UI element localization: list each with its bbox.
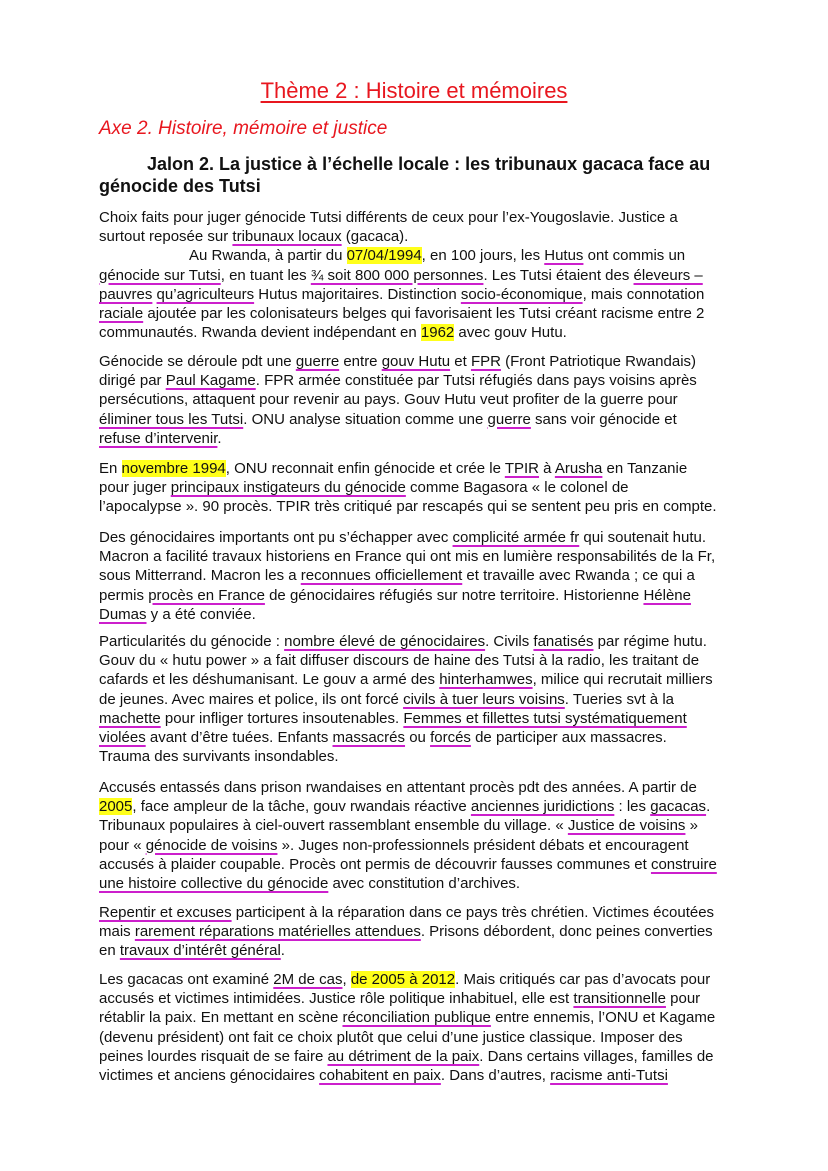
text-span: mais (99, 923, 135, 941)
text-span: Trauma des survivants insondables. (99, 748, 339, 766)
underlined-text: procès en France (148, 586, 265, 604)
underlined-text: guerre (295, 353, 340, 370)
text-line (99, 797, 739, 816)
text-span: . Mais critiqués car pas d’avocats pour (455, 971, 711, 988)
text-line (99, 855, 739, 874)
text-span: En (99, 460, 122, 477)
underlined-text: reconnues officiellement (300, 567, 463, 585)
underlined-text: tribunaux locaux (232, 228, 342, 246)
text-span: Gouv du « hutu power » a fait diffuser discours de haine des Tutsi à la radio, les traitant de (99, 652, 700, 670)
text-span: . Dans certains villages, familles de (479, 1047, 714, 1065)
underlined-text: génocide sur Tutsi (99, 266, 221, 284)
text-span: en (99, 942, 120, 960)
underlined-text: nombre élevé de génocidaires (284, 633, 486, 650)
text-span: . Les Tutsi étaient des (483, 266, 634, 284)
underlined-text: rarement réparations matérielles attendues (134, 923, 421, 941)
text-span: avant d’être tuées. Enfants (145, 728, 333, 746)
underlined-text: refuse d’intervenir (99, 429, 218, 447)
text-line (99, 1008, 739, 1027)
highlighted-text: novembre 1994 (121, 460, 226, 477)
text-span: l’apocalypse ». 90 procès. TPIR très critiqué par rescapés qui se sentent peu pris en compte. (99, 498, 717, 516)
text-span: y a été conviée. (146, 605, 256, 623)
text-line (99, 566, 739, 585)
text-line (99, 459, 739, 478)
paragraph (99, 778, 739, 893)
text-line (99, 323, 739, 342)
text-line (99, 497, 739, 516)
text-span: par régime hutu. (593, 633, 707, 650)
text-span: Choix faits pour juger génocide Tutsi différents de ceux pour l’ex-Yougoslavie. Justice a (99, 209, 678, 226)
underlined-text: éleveurs – (633, 266, 703, 284)
underlined-text: travaux d’intérêt général (119, 942, 281, 960)
text-span: communautés. Rwanda devient indépendant en (99, 324, 421, 342)
axe-title: Axe 2. Histoire, mémoire et justice (99, 118, 388, 139)
text-line (99, 246, 739, 265)
underlined-text: Dumas (99, 605, 147, 623)
underlined-text: génocide de voisins (145, 836, 278, 854)
text-line (99, 352, 739, 371)
text-span: Des génocidaires importants ont pu s’échapper avec (99, 529, 453, 546)
underlined-text: gouv Hutu (381, 353, 451, 370)
underlined-text: socio-économique (460, 285, 583, 303)
theme-title: Thème 2 : Histoire et mémoires (260, 78, 568, 103)
text-span: Particularités du génocide : (99, 633, 285, 650)
underlined-text: pauvres (99, 285, 153, 303)
text-line (99, 816, 739, 835)
text-span: ont commis un (583, 247, 686, 265)
text-span: (gacaca). (341, 228, 409, 246)
text-line (99, 227, 739, 246)
text-span: , en tuant les (220, 266, 311, 284)
text-span: victimes et anciens génocidaires (99, 1066, 320, 1084)
text-line (99, 208, 739, 227)
underlined-text: éliminer tous les Tutsi (99, 410, 244, 428)
underlined-text: gacacas (650, 798, 707, 816)
text-span: entre ennemis, l’ONU et Kagame (490, 1009, 716, 1027)
underlined-text: transitionnelle (573, 990, 666, 1008)
text-line (99, 728, 739, 747)
underlined-text: violées (99, 728, 146, 746)
text-span: de jeunes. Avec maires et police, ils ont forcé (99, 690, 404, 708)
text-line (99, 547, 739, 566)
text-line (99, 410, 739, 429)
text-span: sans voir génocide et (530, 410, 677, 428)
text-line (99, 651, 739, 670)
text-span: Tribunaux populaires à ciel-ouvert rassemblant ensemble du village. « (99, 817, 568, 835)
paragraph (99, 459, 739, 517)
underlined-text: cohabitent en paix (319, 1066, 441, 1084)
text-span: avec constitution d’archives. (328, 874, 521, 892)
text-span: peines lourdes risquait de se faire (99, 1047, 328, 1065)
text-span: dirigé par (99, 372, 166, 390)
text-line (99, 709, 739, 728)
text-line (99, 605, 739, 624)
underlined-text: 2M de cas (273, 971, 343, 988)
underlined-text: raciale (99, 304, 144, 322)
text-line (99, 371, 739, 390)
text-span: , milice qui recrutait milliers (532, 671, 713, 689)
text-line (99, 1047, 739, 1066)
text-span: pour « (99, 836, 146, 854)
text-line (99, 670, 739, 689)
text-span: . ONU analyse situation comme une (243, 410, 488, 428)
text-span: permis (99, 586, 149, 604)
text-line (99, 632, 739, 651)
text-span: entre (339, 353, 382, 370)
text-span: rétablir la paix. En mettant en scène (99, 1009, 343, 1027)
text-span: Macron a facilité travaux historiens en France qui ont mis en lumière responsabilités de la Fr, (99, 548, 716, 566)
text-line (99, 1028, 739, 1047)
highlighted-text: 1962 (420, 324, 455, 342)
jalon-title (99, 153, 739, 197)
text-span: ajoutée par les colonisateurs belges qui favorisaient les Tutsi créant racisme entre 2 (143, 304, 705, 322)
text-line (99, 528, 739, 547)
text-span: persécutions, attaquent pour revenir au pays. Gouv Hutu veut profiter de la guerre pour (99, 391, 678, 409)
underlined-text: hinterhamwes (439, 671, 533, 689)
underlined-text: machette (99, 709, 161, 727)
text-span: surtout reposée sur (99, 228, 233, 246)
text-line (99, 922, 739, 941)
underlined-text: Arusha (554, 460, 603, 477)
underlined-text: réconciliation publique (342, 1009, 491, 1027)
underlined-text: ¾ soit 800 000 personnes (310, 266, 484, 284)
highlighted-text: de 2005 à 2012 (350, 971, 456, 988)
underlined-text: Repentir et excuses (99, 904, 232, 921)
text-span: qui soutenait hutu. (579, 529, 707, 546)
underlined-text: TPIR (504, 460, 539, 477)
underlined-text: Justice de voisins (567, 817, 686, 835)
text-span: accusés et victimes intimidées. Justice rôle politique inhabituel, elle est (99, 990, 574, 1008)
underlined-text: Hélène (643, 586, 691, 604)
text-span: . Prisons débordent, donc peines converties (420, 923, 713, 941)
underlined-text: principaux instigateurs du génocide (170, 479, 406, 497)
text-span: ». Juges non-professionnels président débats et encouragent (277, 836, 689, 854)
text-span: pour juger (99, 479, 171, 497)
text-span: (devenu président) ont fait ce choix plutôt que celui d’une justice classique. Imposer des (99, 1028, 683, 1046)
underlined-text: Hutus (544, 247, 584, 265)
text-span: , mais connotation (582, 285, 705, 303)
text-span: , ONU reconnait enfin génocide et crée le (225, 460, 505, 477)
text-span: . (217, 429, 222, 447)
text-line (99, 478, 739, 497)
text-line (99, 304, 739, 323)
underlined-text: racisme anti-Tutsi (550, 1066, 668, 1084)
text-span: » (685, 817, 698, 835)
underlined-text: Paul Kagame (165, 372, 256, 390)
text-span: ou (405, 728, 431, 746)
text-span: Au Rwanda, à partir du (189, 247, 347, 265)
text-span: participent à la réparation dans ce pays très chrétien. Victimes écoutées (231, 904, 715, 921)
text-line (99, 390, 739, 409)
jalon-title-line1: Jalon 2. La justice à l’échelle locale : les tribunaux gacaca face au (147, 154, 711, 174)
text-span: (Front Patriotique Rwandais) (500, 353, 697, 370)
text-line (99, 429, 739, 448)
underlined-text: Femmes et fillettes tutsi systématiquement (403, 709, 687, 727)
text-span: de participer aux massacres. (470, 728, 667, 746)
text-line (99, 970, 739, 989)
text-span: . FPR armée constituée par Tutsi réfugiés dans pays voisins après (255, 372, 697, 390)
paragraph (99, 528, 739, 624)
underlined-text: FPR (470, 353, 501, 370)
text-line (99, 690, 739, 709)
highlighted-text: 2005 (99, 798, 133, 816)
underlined-text: anciennes juridictions (470, 798, 615, 816)
text-line (99, 266, 739, 285)
jalon-title-line2: génocide des Tutsi (99, 176, 261, 196)
text-span: à (539, 460, 555, 477)
text-span: Hutus majoritaires. Distinction (254, 285, 461, 303)
text-span: : les (614, 798, 651, 816)
text-span: cafards et les déshumanisant. Le gouv a armé des (99, 671, 440, 689)
text-span: avec gouv Hutu. (454, 324, 567, 342)
text-line (99, 1066, 739, 1085)
text-line (99, 285, 739, 304)
text-line (99, 586, 739, 605)
text-line (99, 989, 739, 1008)
text-span: et (450, 353, 471, 370)
text-span: Accusés entassés dans prison rwandaises en attentant procès pdt des années. A partir de (99, 779, 697, 796)
text-span: en Tanzanie (602, 460, 688, 477)
underlined-text: guerre (487, 410, 531, 428)
text-span: sous Mitterrand. Macron les a (99, 567, 301, 585)
paragraph (99, 970, 739, 1085)
text-span: comme Bagasora « le colonel de (405, 479, 629, 497)
underlined-text: fanatisés (533, 633, 594, 650)
underlined-text: massacrés (332, 728, 406, 746)
underlined-text: civils à tuer leurs voisins (403, 690, 565, 708)
text-span: . Tueries svt à la (564, 690, 674, 708)
paragraph (99, 903, 739, 961)
underlined-text: forcés (430, 728, 471, 746)
paragraph (99, 208, 739, 342)
text-span: Génocide se déroule pdt une (99, 353, 296, 370)
text-line (99, 874, 739, 893)
text-span: Les gacacas ont examiné (99, 971, 274, 988)
underlined-text: construire (650, 855, 717, 873)
underlined-text: complicité armée fr (452, 529, 580, 546)
text-line (99, 941, 739, 960)
text-span: . (706, 798, 711, 816)
paragraph (99, 632, 739, 766)
text-span: pour (665, 990, 701, 1008)
text-span: , face ampleur de la tâche, gouv rwandais réactive (132, 798, 471, 816)
text-line (99, 836, 739, 855)
text-span: et travaille avec Rwanda ; ce qui a (462, 567, 695, 585)
highlighted-text: 07/04/1994 (346, 247, 422, 265)
text-span: . (280, 942, 285, 960)
text-span: accusés à plaider coupable. Procès ont permis de découvrir fausses communes et (99, 855, 651, 873)
underlined-text: une histoire collective du génocide (99, 874, 329, 892)
text-span: . Civils (485, 633, 534, 650)
underlined-text: au détriment de la paix (327, 1047, 480, 1065)
text-span: pour infliger tortures insoutenables. (160, 709, 404, 727)
text-span: , (342, 971, 351, 988)
text-line (99, 778, 739, 797)
text-span: . Dans d’autres, (440, 1066, 551, 1084)
underlined-text: qu’agriculteurs (156, 285, 255, 303)
text-span: de génocidaires réfugiés sur notre territoire. Historienne (264, 586, 644, 604)
paragraph (99, 352, 739, 448)
text-span: , en 100 jours, les (421, 247, 545, 265)
text-line (99, 903, 739, 922)
text-line (99, 747, 739, 766)
